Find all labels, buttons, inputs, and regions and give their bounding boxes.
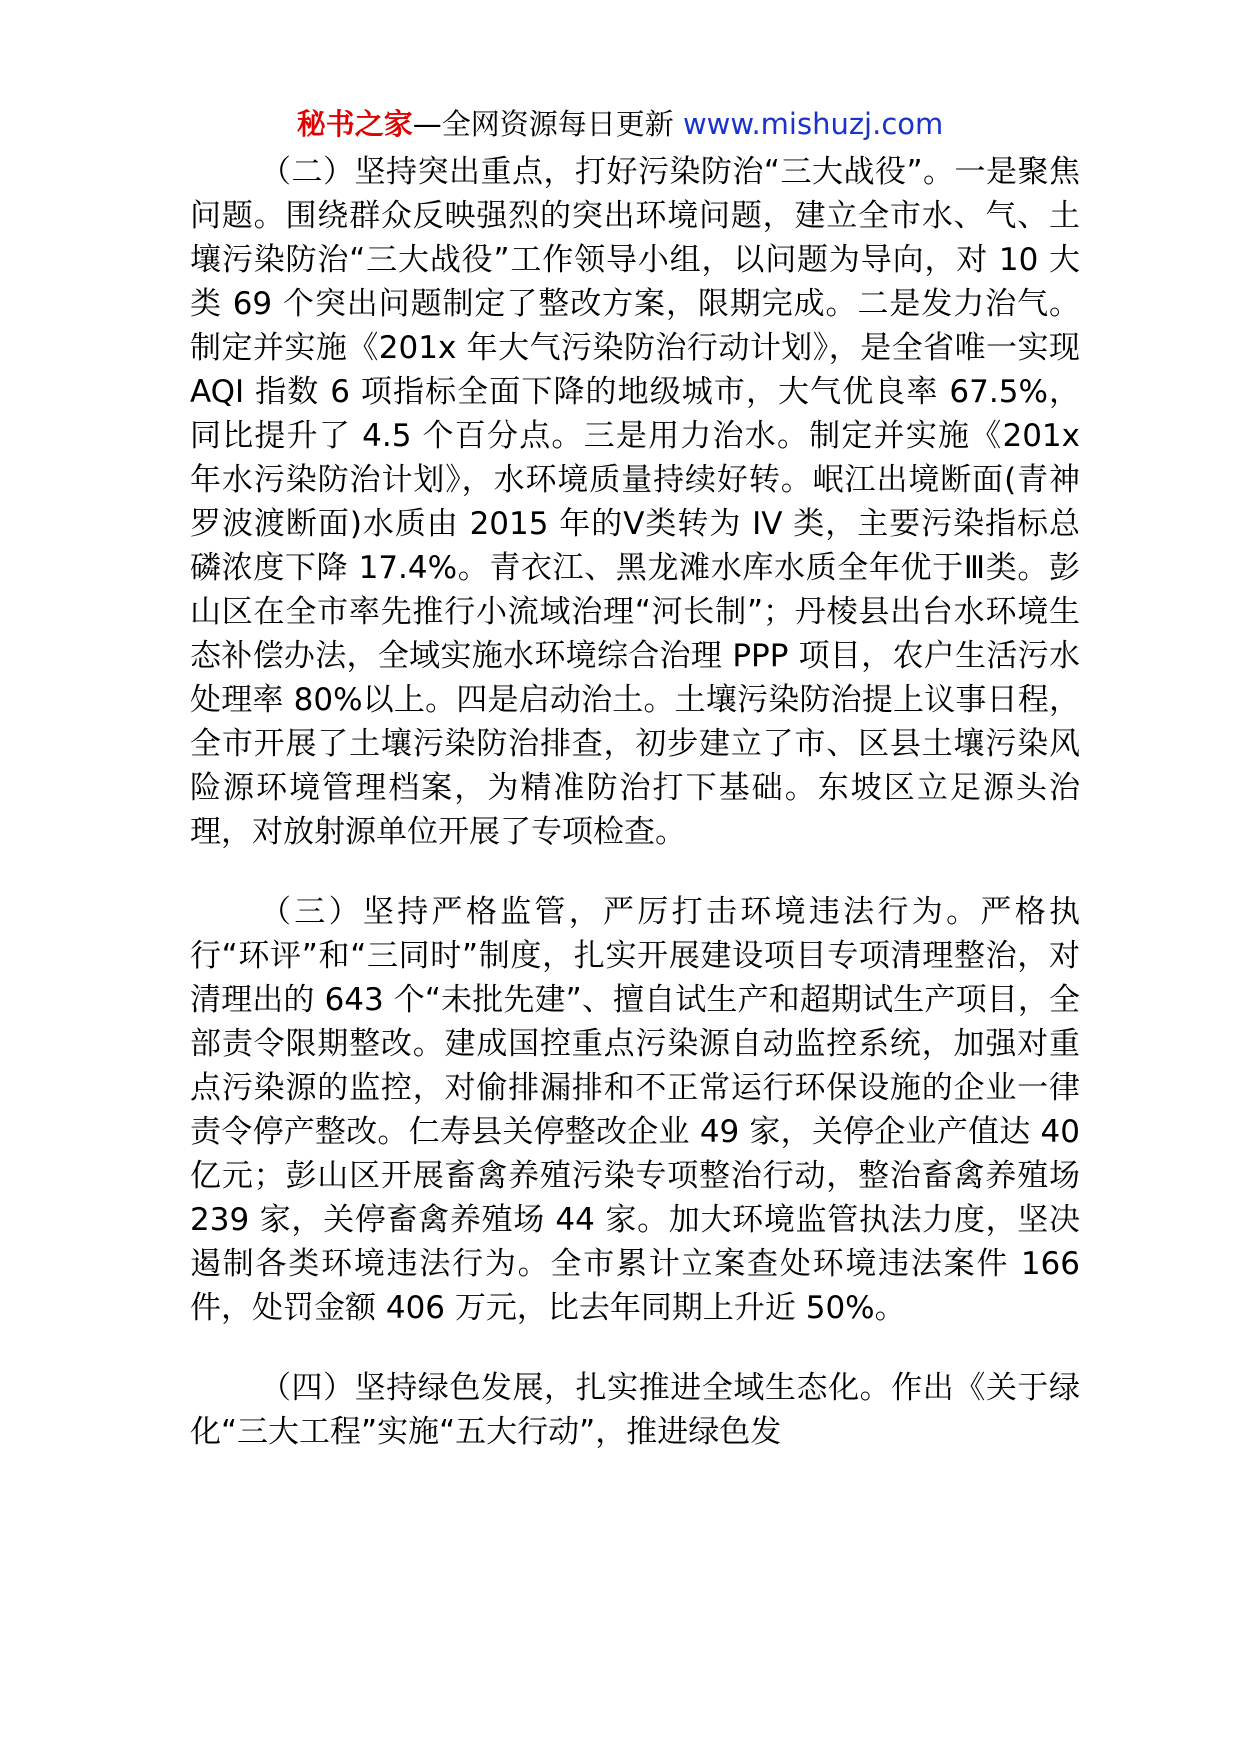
paragraph-green-development: （四）坚持绿色发展，扎实推进全域生态化。作出《关于绿化“三大工程”实施“五大行动”，推进绿色发 [190, 1370, 1080, 1450]
site-url: www.mishuzj.com [682, 107, 944, 141]
paragraph-strict-supervision: （三）坚持严格监管，严厉打击环境违法行为。严格执行“环评”和“三同时”制度，扎实开展建设项目专项清理整治，对清理出的 643 个“未批先建”、擅自试生产和超期试生产项目，全部责令限期整改。建成国控重点污染源自动监控系统，加强对重点污染源的监控，对偷排漏排和不正常运行环保设施的企业一律责令停产整改。仁寿县关停整改企业 49 家，关停企业产值达 40 亿元；彭山区开展畜禽养殖污染专项整治行动，整治畜禽养殖场 239 家，关停畜禽养殖场 44 家。加大环境监管执法力度，坚决遏制各类环境违法行为。全市累计立案查处环境违法案件 166 件，处罚金额 406 万元，比去年同期上升近 50%。 [190, 894, 1080, 1326]
paragraph-pollution-prevention: （二）坚持突出重点，打好污染防治“三大战役”。一是聚焦问题。围绕群众反映强烈的突出环境问题，建立全市水、气、土壤污染防治“三大战役”工作领导小组，以问题为导向，对 10 大类 69 个突出问题制定了整改方案，限期完成。二是发力治气。制定并实施《201x 年大气污染防治行动计划》，是全省唯一实现 AQI 指数 6 项指标全面下降的地级城市，大气优良率 67.5%，同比提升了 4.5 个百分点。三是用力治水。制定并实施《201x 年水污染防治计划》，水环境质量持续好转。岷江出境断面(青神罗波渡断面)水质由 2015 年的Ⅴ类转为 IV 类，主要污染指标总磷浓度下降 17.4%。青衣江、黑龙滩水库水质全年优于Ⅲ类。彭山区在全市率先推行小流域治理“河长制”；丹棱县出台水环境生态补偿办法，全域实施水环境综合治理 PPP 项目，农户生活污水处理率 80%以上。四是启动治土。土壤污染防治提上议事日程，全市开展了土壤污染防治排查，初步建立了市、区县土壤污染风险源环境管理档案，为精准防治打下基础。东坡区立足源头治理，对放射源单位开展了专项检查。 [190, 154, 1080, 850]
header-slogan: —全网资源每日更新 [412, 107, 674, 141]
page-header [0, 104, 1240, 144]
document-body [190, 150, 1080, 1454]
brand-name: 秘书之家 [296, 107, 413, 141]
